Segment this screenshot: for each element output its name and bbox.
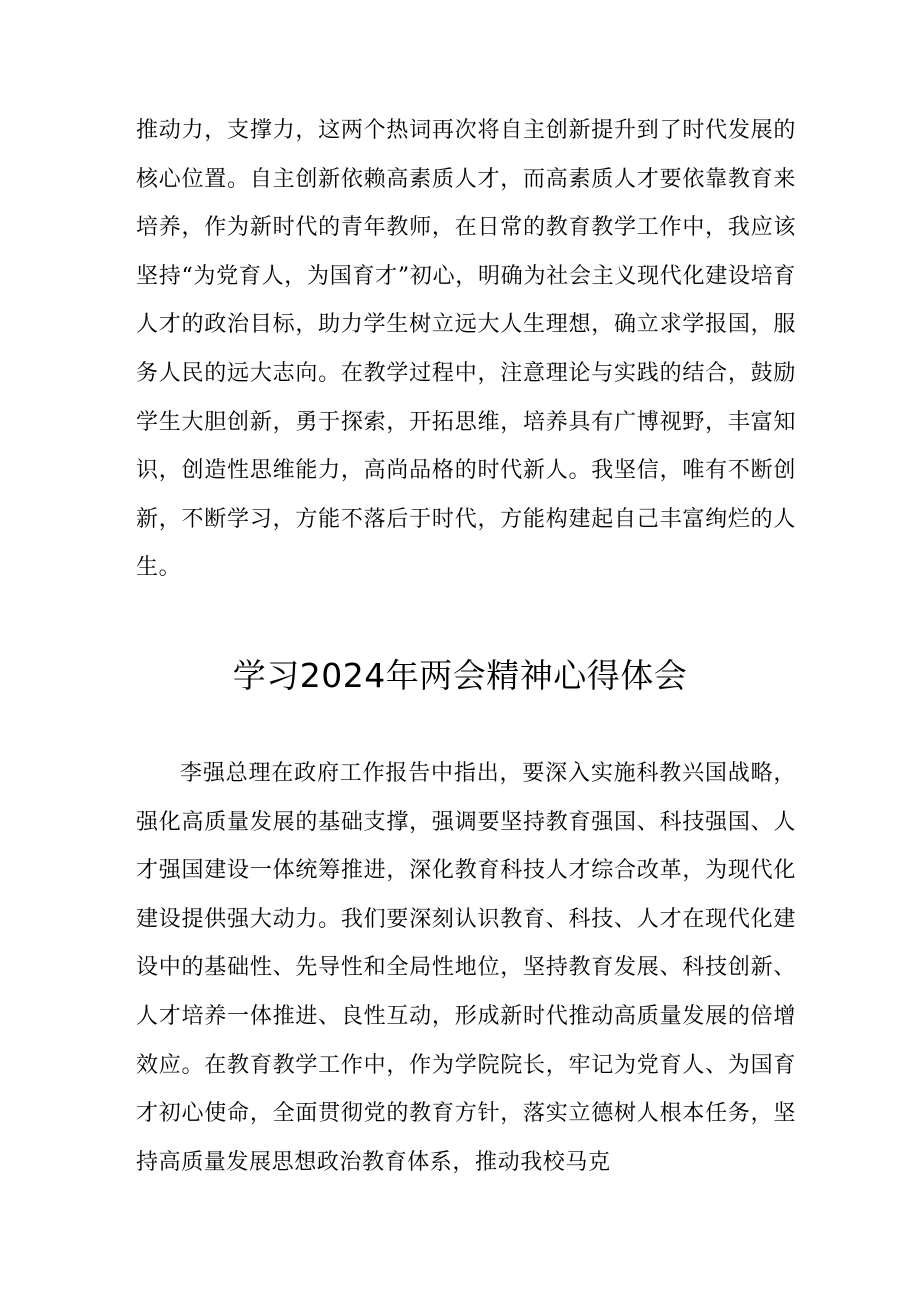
section-title: 学习2024年两会精神心得体会 xyxy=(232,656,688,695)
body-paragraph-2: 李强总理在政府工作报告中指出，要深入实施科教兴国战略，强化高质量发展的基础支撑，强调要坚持教育强国、科技强国、人才强国建设一体统筹推进，深化教育科技人才综合改革，为现代化建设提供强大动力。我们要深刻认识教育、科技、人才在现代化建设中的基础性、先导性和全局性地位，坚持教育发展、科技创新、人才培养一体推进、良性互动，形成新时代推动高质量发展的倍增效应。在教育教学工作中，作为学院院长，牢记为党育人、为国育才初心使命，全面贯彻党的教育方针，落实立德树人根本任务，坚持高质量发展思想政治教育体系，推动我校马克 xyxy=(136,761,796,1175)
body-paragraph-1: 推动力，支撑力，这两个热词再次将自主创新提升到了时代发展的核心位置。自主创新依赖高素质人才，而高素质人才要依靠教育来培养，作为新时代的青年教师，在日常的教育教学工作中，我应该坚持“为党育人，为国育才”初心，明确为社会主义现代化建设培育人才的政治目标，助力学生树立远大人生理想，确立求学报国，服务人民的远大志向。在教学过程中，注意理论与实践的结合，鼓励学生大胆创新，勇于探索，开拓思维，培养具有广博视野，丰富知识，创造性思维能力，高尚品格的时代新人。我坚信，唯有不断创新，不断学习，方能不落后于时代，方能构建起自己丰富绚烂的人生。 xyxy=(136,118,796,581)
